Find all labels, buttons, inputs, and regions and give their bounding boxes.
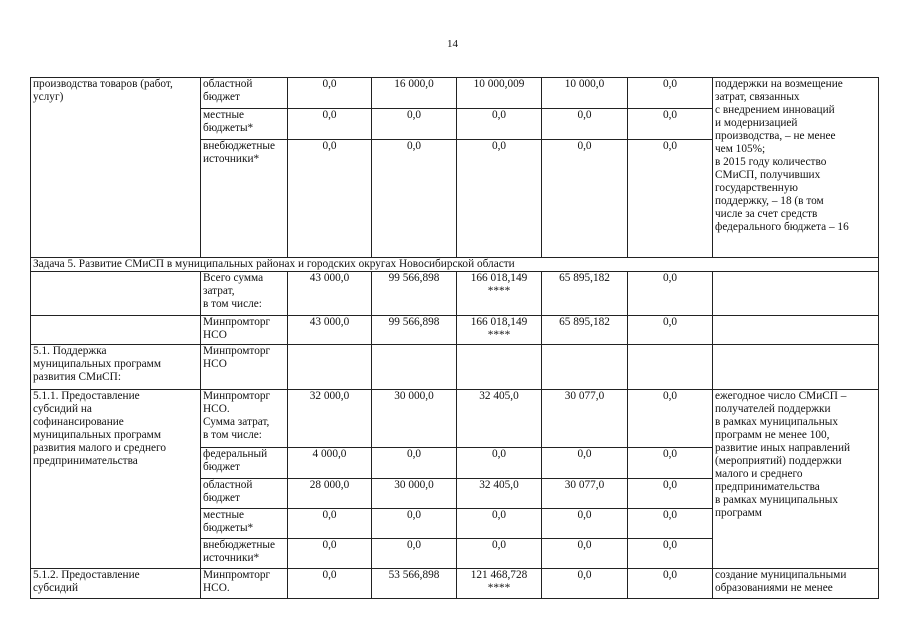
value-cell: 32 405,0 (457, 390, 542, 448)
value-cell: 32 000,0 (288, 390, 372, 448)
value-cell: 0,0 (628, 109, 713, 140)
value-cell: 0,0 (542, 140, 628, 258)
funding-source-cell: Минпромторг НСО (201, 316, 288, 345)
task-title: Задача 5. Развитие СМиСП в муниципальных районах и городских округах Новосибирской области (31, 258, 879, 272)
value-cell: 0,0 (542, 109, 628, 140)
funding-source-cell: федеральный бюджет (201, 448, 288, 479)
value-cell: 32 405,0 (457, 479, 542, 509)
expected-result-cell: ежегодное число СМиСП – получателей поддержки в рамках муниципальных программ не менее 100, развитие иных направлений (мероприятий) поддержки малого и среднего предпринимательства в рамках муниципальных программ (713, 390, 879, 569)
value-cell: 0,0 (628, 448, 713, 479)
value-cell: 0,0 (628, 272, 713, 316)
value-cell: 10 000,009 (457, 78, 542, 109)
value-cell: 53 566,898 (372, 569, 457, 599)
expected-result-cell (713, 316, 879, 345)
value-cell: 166 018,149 **** (457, 316, 542, 345)
table-row (31, 345, 879, 390)
value-cell: 0,0 (628, 78, 713, 109)
activity-name-cell: 5.1.2. Предоставление субсидий (31, 569, 201, 599)
expected-result-cell: создание муниципальными образованиями не менее (713, 569, 879, 599)
value-cell: 0,0 (457, 509, 542, 539)
value-cell: 0,0 (372, 509, 457, 539)
value-cell: 0,0 (288, 109, 372, 140)
expected-result-cell (713, 272, 879, 316)
value-cell: 0,0 (288, 78, 372, 109)
table-row (31, 272, 879, 316)
value-cell: 0,0 (542, 569, 628, 599)
value-cell: 166 018,149 **** (457, 272, 542, 316)
expected-result-cell: поддержки на возмещение затрат, связанных с внедрением инноваций и модернизацией производства, – не менее чем 105%; в 2015 году количество СМиСП, получивших государственную поддержку, – 18 (в том числе за счет средств федерального бюджета – 16 (713, 78, 879, 258)
value-cell (288, 345, 372, 390)
value-cell: 0,0 (372, 140, 457, 258)
value-cell: 43 000,0 (288, 316, 372, 345)
funding-source-cell: областной бюджет (201, 479, 288, 509)
value-cell: 30 000,0 (372, 390, 457, 448)
value-cell: 0,0 (457, 448, 542, 479)
value-cell: 10 000,0 (542, 78, 628, 109)
value-cell: 0,0 (372, 109, 457, 140)
funding-source-cell: Минпромторг НСО (201, 345, 288, 390)
value-cell: 0,0 (628, 140, 713, 258)
table-row (31, 390, 879, 448)
value-cell: 0,0 (628, 316, 713, 345)
funding-source-cell: внебюджетные источники* (201, 140, 288, 258)
value-cell: 0,0 (628, 390, 713, 448)
funding-source-cell: областной бюджет (201, 78, 288, 109)
page-number: 14 (447, 38, 458, 50)
value-cell: 0,0 (372, 539, 457, 569)
value-cell: 16 000,0 (372, 78, 457, 109)
activity-name-cell (31, 316, 201, 345)
activity-name-cell (31, 272, 201, 316)
value-cell (372, 345, 457, 390)
activity-name-cell: 5.1. Поддержка муниципальных программ развития СМиСП: (31, 345, 201, 390)
value-cell: 43 000,0 (288, 272, 372, 316)
value-cell (628, 345, 713, 390)
value-cell: 0,0 (288, 140, 372, 258)
value-cell (457, 345, 542, 390)
task-header-row (31, 258, 879, 272)
table-row (31, 569, 879, 599)
value-cell: 99 566,898 (372, 272, 457, 316)
value-cell: 0,0 (457, 109, 542, 140)
value-cell: 65 895,182 (542, 272, 628, 316)
value-cell: 0,0 (628, 539, 713, 569)
value-cell: 30 077,0 (542, 390, 628, 448)
value-cell: 0,0 (457, 140, 542, 258)
value-cell: 0,0 (542, 539, 628, 569)
value-cell: 0,0 (628, 569, 713, 599)
value-cell: 0,0 (628, 509, 713, 539)
value-cell: 0,0 (288, 509, 372, 539)
value-cell: 4 000,0 (288, 448, 372, 479)
table-row (31, 78, 879, 109)
activity-name-cell: производства товаров (работ, услуг) (31, 78, 201, 258)
funding-source-cell: Всего сумма затрат, в том числе: (201, 272, 288, 316)
value-cell: 99 566,898 (372, 316, 457, 345)
expected-result-cell (713, 345, 879, 390)
value-cell: 121 468,728 **** (457, 569, 542, 599)
value-cell: 30 077,0 (542, 479, 628, 509)
activity-name-cell: 5.1.1. Предоставление субсидий на софинансирование муниципальных программ развития малого и среднего предпринимательства (31, 390, 201, 569)
value-cell: 65 895,182 (542, 316, 628, 345)
funding-source-cell: внебюджетные источники* (201, 539, 288, 569)
value-cell: 30 000,0 (372, 479, 457, 509)
funding-source-cell: местные бюджеты* (201, 509, 288, 539)
value-cell: 0,0 (288, 569, 372, 599)
value-cell: 0,0 (542, 509, 628, 539)
value-cell: 0,0 (542, 448, 628, 479)
value-cell: 0,0 (372, 448, 457, 479)
budget-table (30, 77, 879, 599)
funding-source-cell: местные бюджеты* (201, 109, 288, 140)
value-cell: 0,0 (628, 479, 713, 509)
value-cell: 0,0 (288, 539, 372, 569)
value-cell: 0,0 (457, 539, 542, 569)
value-cell (542, 345, 628, 390)
value-cell: 28 000,0 (288, 479, 372, 509)
table-row (31, 316, 879, 345)
funding-source-cell: Минпромторг НСО. (201, 569, 288, 599)
funding-source-cell: Минпромторг НСО. Сумма затрат, в том числе: (201, 390, 288, 448)
